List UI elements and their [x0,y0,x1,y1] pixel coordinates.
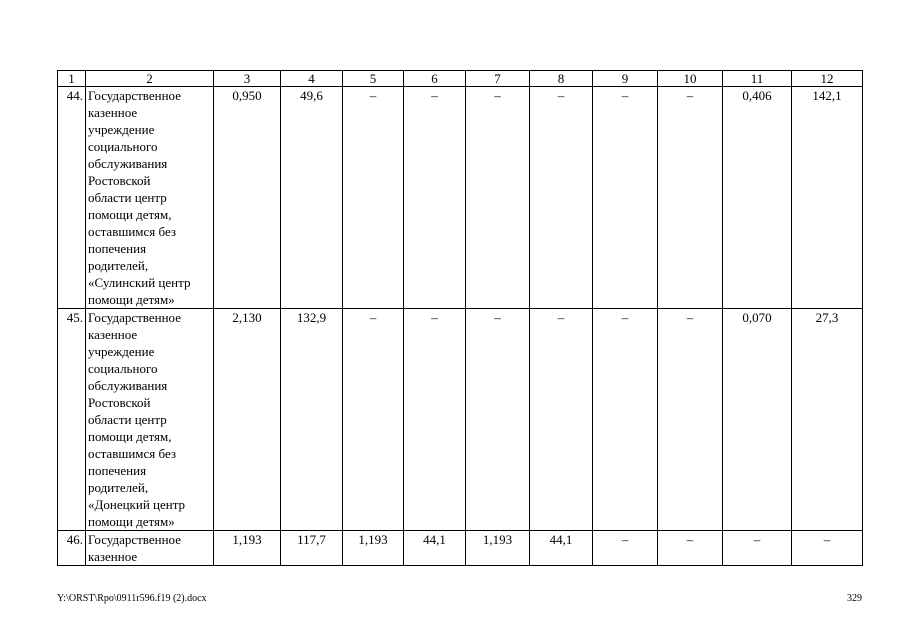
table-cell: 0,406 [723,87,792,309]
name-line: учреждение [88,344,155,359]
name-line: Ростовской [88,395,151,410]
column-header: 4 [281,71,343,87]
table-cell: 27,3 [792,309,863,531]
table-cell: – [404,309,466,531]
institution-name [86,309,214,531]
name-line: попечения [88,463,147,478]
table-cell: – [593,531,658,566]
column-header: 12 [792,71,863,87]
table-cell: 0,950 [214,87,281,309]
table-cell: 44,1 [530,531,593,566]
table-cell: 1,193 [214,531,281,566]
table-cell: – [530,309,593,531]
table-cell: 142,1 [792,87,863,309]
name-line: казенное [88,327,138,342]
name-line: области центр [88,412,167,427]
table-row [58,531,863,566]
name-line: «Донецкий центр [88,497,186,512]
name-line: оставшимся без [88,446,177,461]
table-row [58,309,863,531]
table-cell: – [593,87,658,309]
row-number: 44. [58,87,86,309]
name-line: социального [88,361,158,376]
column-header: 6 [404,71,466,87]
table-cell: 1,193 [343,531,404,566]
name-line: помощи детям» [88,514,175,529]
name-line: обслуживания [88,156,168,171]
name-line: помощи детям, [88,207,172,222]
name-line: социального [88,139,158,154]
institution-name [86,531,214,566]
table-cell: – [658,309,723,531]
table-cell: – [404,87,466,309]
name-line: родителей, [88,480,149,495]
column-header: 7 [466,71,530,87]
name-line: помощи детям» [88,292,175,307]
column-header: 3 [214,71,281,87]
name-line: помощи детям, [88,429,172,444]
name-line: казенное [88,549,138,564]
institution-name [86,87,214,309]
table-cell: 132,9 [281,309,343,531]
table-cell: 1,193 [466,531,530,566]
table-cell: – [658,531,723,566]
name-line: казенное [88,105,138,120]
name-line: Государственное [88,532,181,547]
name-line: области центр [88,190,167,205]
footer-file-path: Y:\ORST\Rpo\0911r596.f19 (2).docx [57,593,207,604]
table-cell: 2,130 [214,309,281,531]
name-line: учреждение [88,122,155,137]
column-header: 8 [530,71,593,87]
name-line: обслуживания [88,378,168,393]
table-cell: – [723,531,792,566]
table-cell: – [466,87,530,309]
table-cell: 49,6 [281,87,343,309]
row-number: 45. [58,309,86,531]
column-header: 1 [58,71,86,87]
name-line: Государственное [88,88,181,103]
table-cell: 44,1 [404,531,466,566]
name-line: Ростовской [88,173,151,188]
table-cell: – [343,87,404,309]
table-row [58,87,863,309]
table-cell: – [593,309,658,531]
table-cell: 117,7 [281,531,343,566]
page-number: 329 [847,593,862,604]
column-header: 10 [658,71,723,87]
name-line: оставшимся без [88,224,177,239]
table-cell: – [466,309,530,531]
column-header: 11 [723,71,792,87]
name-line: родителей, [88,258,149,273]
column-header: 5 [343,71,404,87]
row-number: 46. [58,531,86,566]
table-cell: 0,070 [723,309,792,531]
column-header: 2 [86,71,214,87]
name-line: попечения [88,241,147,256]
column-header: 9 [593,71,658,87]
table-cell: – [792,531,863,566]
name-line: «Сулинский центр [88,275,191,290]
table-cell: – [343,309,404,531]
data-table [57,70,863,566]
table-cell: – [658,87,723,309]
table-cell: – [530,87,593,309]
name-line: Государственное [88,310,181,325]
header-row [58,71,863,87]
